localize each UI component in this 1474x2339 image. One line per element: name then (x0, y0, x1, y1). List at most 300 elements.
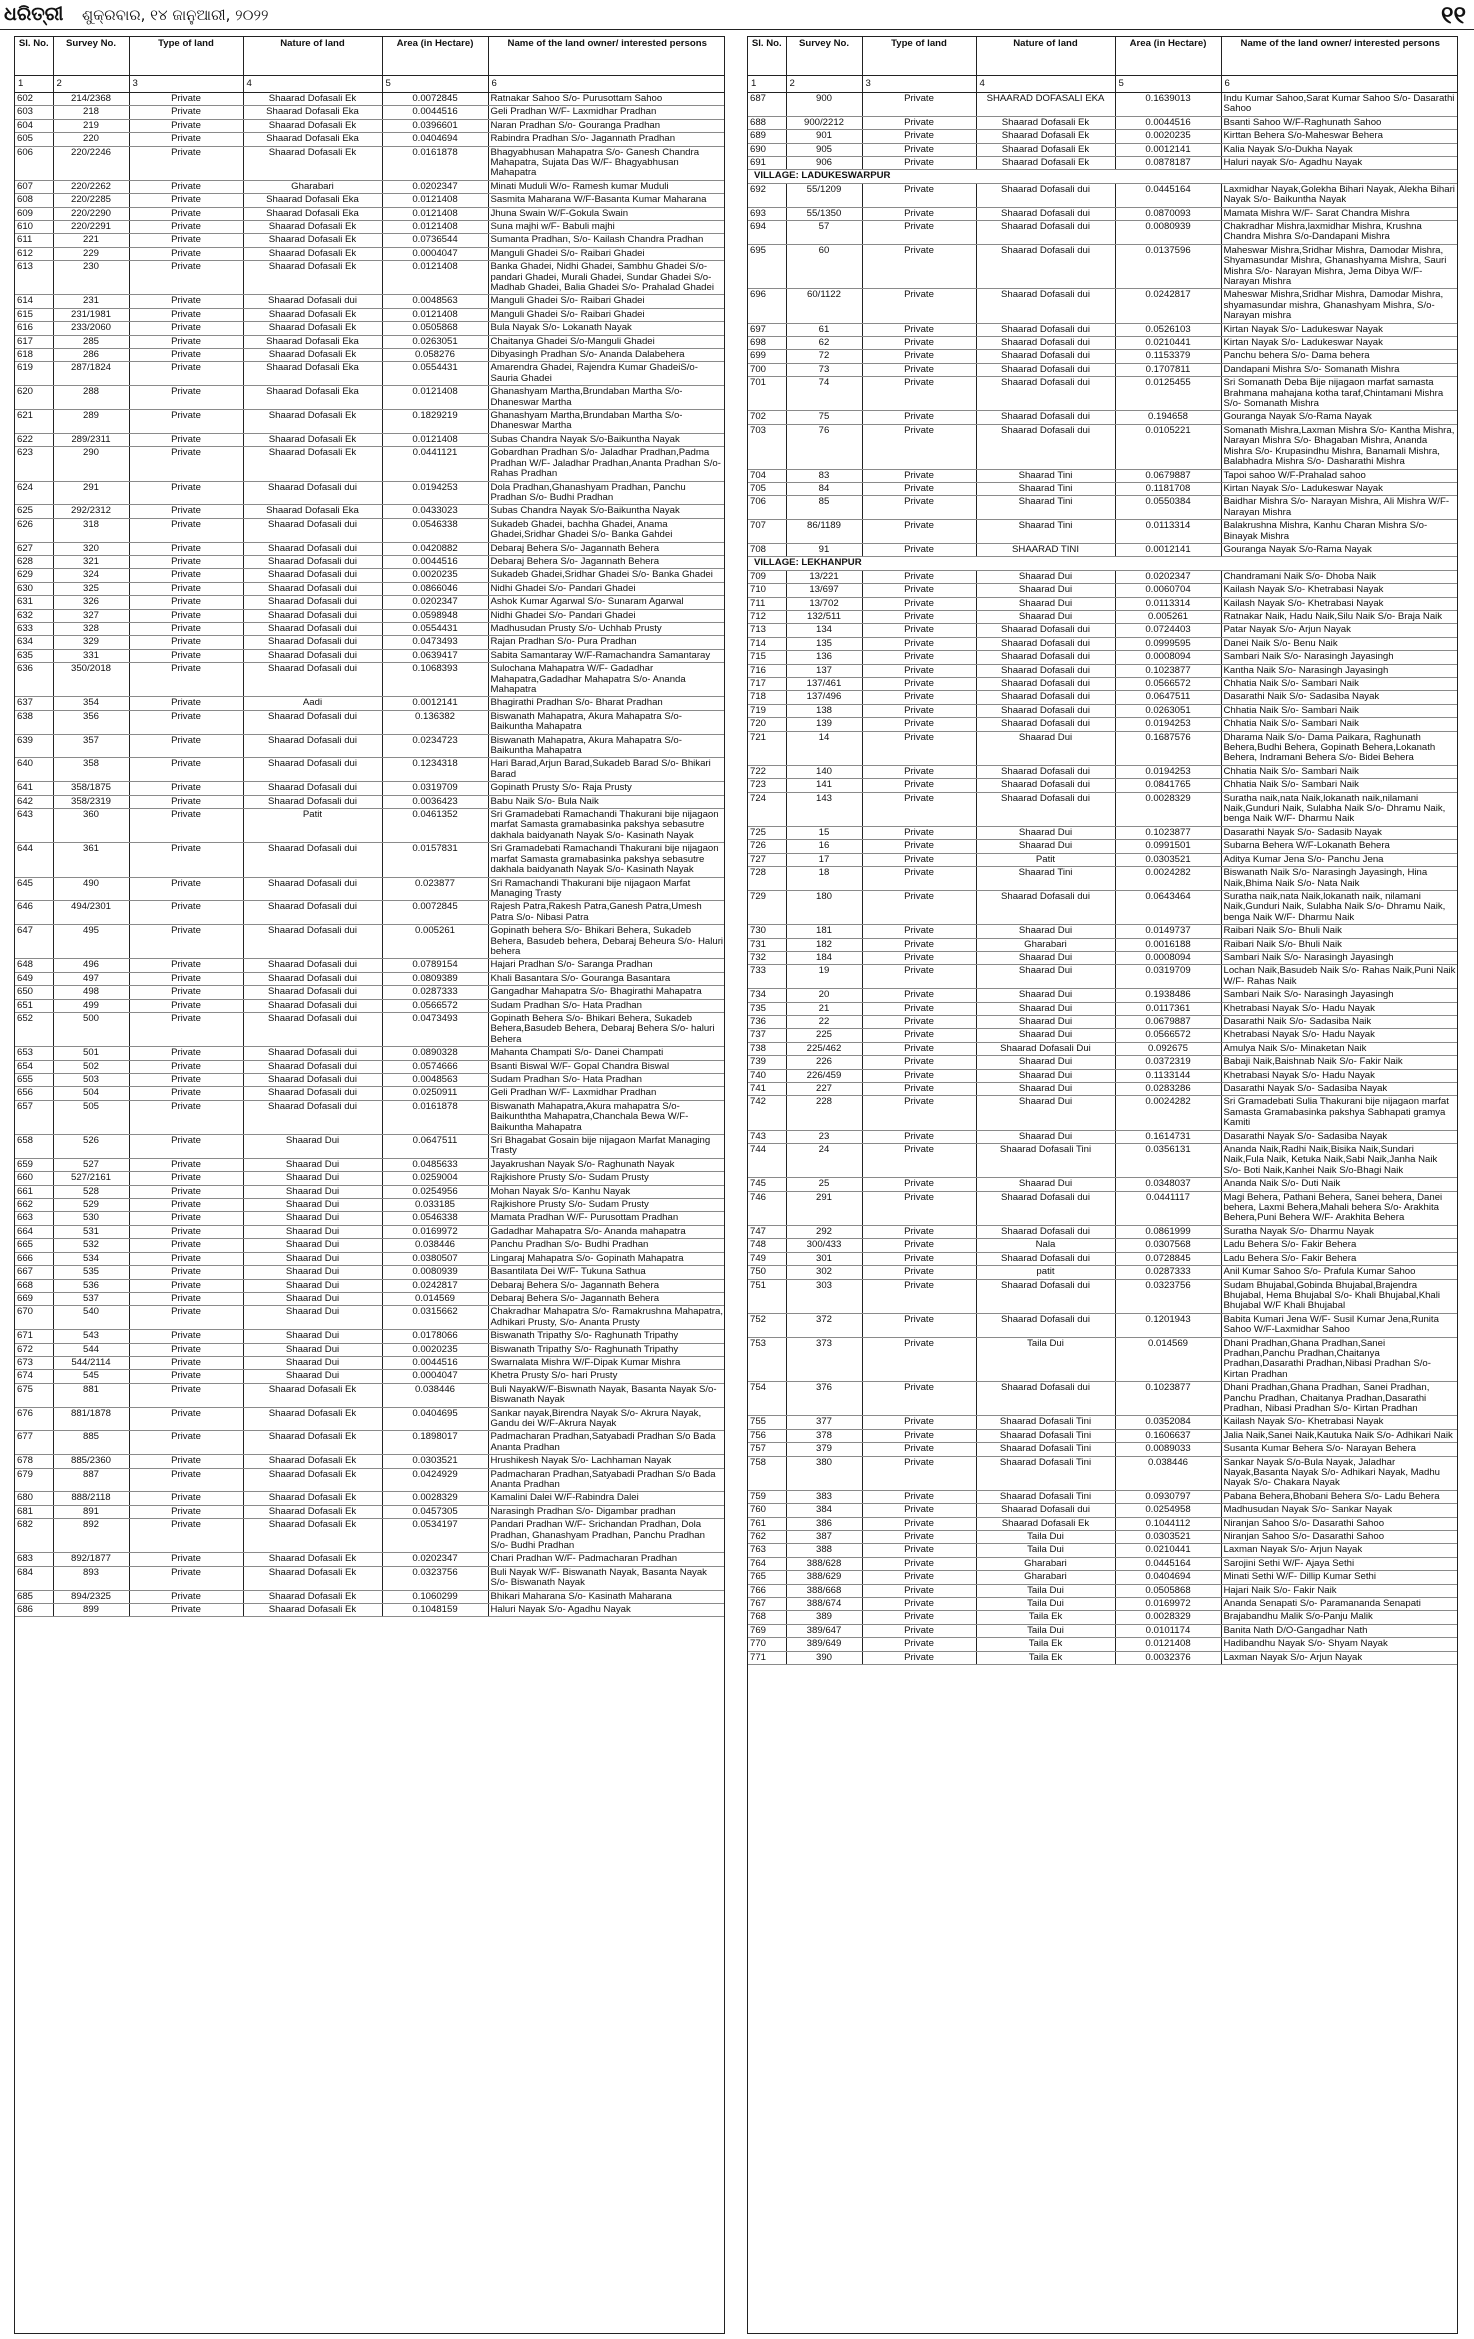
cell-area: 0.0789154 (382, 959, 488, 972)
cell-sl-no: 738 (748, 1042, 786, 1055)
cell-type-of-land: Private (129, 901, 243, 925)
cell-nature-of-land: Shaarad Dofasali dui (976, 651, 1115, 664)
table-row (748, 1130, 1458, 1143)
table-row (15, 261, 725, 295)
cell-survey-no: 91 (786, 543, 862, 556)
cell-sl-no: 732 (748, 951, 786, 964)
cell-type-of-land: Private (129, 1266, 243, 1279)
cell-type-of-land: Private (862, 289, 976, 323)
table-row (748, 779, 1458, 792)
cell-nature-of-land: Shaarad Dofasali Eka (243, 386, 382, 410)
cell-sl-no: 748 (748, 1239, 786, 1252)
cell-sl-no: 723 (748, 779, 786, 792)
cell-owner: Sulochana Mahapatra W/F- Gadadhar Mahapatra,Gadadhar Mahapatra S/o- Ananda Mahapatra (488, 663, 725, 697)
table-row (748, 1416, 1458, 1429)
cell-sl-no: 655 (15, 1074, 53, 1087)
cell-owner: Dasarathi Naik S/o- Sadasiba Nayak (1221, 691, 1458, 704)
cell-area: 0.1023877 (1115, 826, 1221, 839)
cell-survey-no: 229 (53, 247, 129, 260)
cell-area: 0.1938486 (1115, 989, 1221, 1002)
page-number: ୧୧ (1440, 0, 1466, 29)
cell-type-of-land: Private (862, 1651, 976, 1664)
cell-type-of-land: Private (129, 433, 243, 446)
header-number: 5 (1115, 75, 1221, 92)
cell-area: 0.0505868 (382, 322, 488, 335)
cell-type-of-land: Private (862, 1266, 976, 1279)
cell-owner: Sri Bhagabat Gosain bije nijagaon Marfat Managing Trasty (488, 1135, 725, 1159)
table-row (15, 1279, 725, 1292)
cell-survey-no: 13/702 (786, 597, 862, 610)
cell-nature-of-land: SHAARAD TINI (976, 543, 1115, 556)
cell-owner: Sudam Pradhan S/o- Hata Pradhan (488, 999, 725, 1012)
cell-type-of-land: Private (129, 1407, 243, 1431)
table-row (748, 377, 1458, 411)
cell-survey-no: 230 (53, 261, 129, 295)
cell-survey-no: 220/2246 (53, 146, 129, 180)
table-row (15, 447, 725, 481)
cell-survey-no: 350/2018 (53, 663, 129, 697)
cell-sl-no: 684 (15, 1566, 53, 1590)
cell-nature-of-land: Shaarad Dofasali dui (243, 295, 382, 308)
cell-sl-no: 624 (15, 481, 53, 505)
cell-survey-no: 534 (53, 1252, 129, 1265)
cell-survey-no: 325 (53, 582, 129, 595)
cell-survey-no: 543 (53, 1330, 129, 1343)
cell-sl-no: 693 (748, 207, 786, 220)
cell-nature-of-land: Shaarad Dofasali Ek (243, 119, 382, 132)
cell-survey-no: 497 (53, 972, 129, 985)
cell-owner: Ananda Naik S/o- Duti Naik (1221, 1178, 1458, 1191)
cell-survey-no: 75 (786, 411, 862, 424)
cell-owner: Bsanti Biswal W/F- Gopal Chandra Biswal (488, 1060, 725, 1073)
cell-sl-no: 667 (15, 1266, 53, 1279)
cell-nature-of-land: Shaarad Dofasali Ek (243, 1468, 382, 1492)
cell-nature-of-land: Shaarad Dui (243, 1292, 382, 1305)
cell-type-of-land: Private (129, 1306, 243, 1330)
cell-area: 0.0020235 (382, 1343, 488, 1356)
cell-area: 0.005261 (382, 925, 488, 959)
cell-area: 0.092675 (1115, 1042, 1221, 1055)
cell-area: 0.0149737 (1115, 925, 1221, 938)
cell-survey-no: 360 (53, 809, 129, 843)
cell-owner: Niranjan Sahoo S/o- Dasarathi Sahoo (1221, 1531, 1458, 1544)
cell-sl-no: 627 (15, 542, 53, 555)
cell-area: 0.0724403 (1115, 624, 1221, 637)
cell-area: 0.0323756 (382, 1566, 488, 1590)
cell-owner: Ratnakar Sahoo S/o- Purusottam Sahoo (488, 92, 725, 105)
table-row (748, 1517, 1458, 1530)
cell-sl-no: 746 (748, 1191, 786, 1225)
cell-survey-no: 531 (53, 1225, 129, 1238)
header-owner: Name of the land owner/ interested persons (1221, 37, 1458, 75)
cell-area: 0.0044516 (382, 1356, 488, 1369)
cell-type-of-land: Private (862, 92, 976, 116)
table-row (15, 1604, 725, 1617)
cell-area: 0.0024282 (1115, 1096, 1221, 1130)
cell-nature-of-land: Shaarad Dofasali Ek (243, 220, 382, 233)
table-row (15, 1292, 725, 1305)
cell-type-of-land: Private (129, 663, 243, 697)
cell-owner: Balakrushna Mishra, Kanhu Charan Mishra S/o-Binayak Mishra (1221, 520, 1458, 544)
table-row (748, 116, 1458, 129)
table-row (15, 1519, 725, 1553)
cell-area: 0.0263051 (1115, 704, 1221, 717)
cell-owner: Dharama Naik S/o- Dama Paikara, Raghunath Behera,Budhi Behera, Gopinath Behera,Lokanath Behera, Indramani Behera S/o- Bidei Behera (1221, 731, 1458, 765)
cell-nature-of-land: Shaarad Dofasali Ek (976, 1517, 1115, 1530)
cell-survey-no: 13/221 (786, 570, 862, 583)
table-row (15, 809, 725, 843)
table-row (15, 649, 725, 662)
cell-type-of-land: Private (129, 234, 243, 247)
cell-sl-no: 764 (748, 1557, 786, 1570)
cell-area: 0.0121408 (382, 433, 488, 446)
cell-owner: Nidhi Ghadei S/o- Pandari Ghadei (488, 582, 725, 595)
cell-owner: Chhatia Naik S/o- Sambari Naik (1221, 779, 1458, 792)
cell-nature-of-land: Shaarad Dofasali dui (976, 1252, 1115, 1265)
cell-nature-of-land: Shaarad Dofasali dui (976, 1504, 1115, 1517)
table-row (748, 597, 1458, 610)
header-number: 5 (382, 75, 488, 92)
cell-owner: Kirtan Nayak S/o- Ladukeswar Nayak (1221, 337, 1458, 350)
cell-sl-no: 680 (15, 1492, 53, 1505)
table-row (748, 1611, 1458, 1624)
cell-type-of-land: Private (129, 1074, 243, 1087)
cell-owner: Rajesh Patra,Rakesh Patra,Ganesh Patra,Umesh Patra S/o- Nibasi Patra (488, 901, 725, 925)
cell-area: 0.014569 (1115, 1337, 1221, 1382)
cell-type-of-land: Private (862, 965, 976, 989)
table-row (15, 925, 725, 959)
cell-area: 0.0202347 (382, 596, 488, 609)
cell-type-of-land: Private (129, 1590, 243, 1603)
cell-nature-of-land: Shaarad Dofasali Tini (976, 1490, 1115, 1503)
cell-area: 0.0679887 (1115, 469, 1221, 482)
cell-owner: Debaraj Behera S/o- Jagannath Behera (488, 555, 725, 568)
cell-survey-no: 389/647 (786, 1624, 862, 1637)
cell-sl-no: 668 (15, 1279, 53, 1292)
cell-sl-no: 641 (15, 782, 53, 795)
cell-owner: Anil Kumar Sahoo S/o- Prafula Kumar Sahoo (1221, 1266, 1458, 1279)
cell-survey-no: 21 (786, 1002, 862, 1015)
cell-sl-no: 742 (748, 1096, 786, 1130)
cell-survey-no: 328 (53, 622, 129, 635)
cell-type-of-land: Private (129, 295, 243, 308)
cell-type-of-land: Private (862, 482, 976, 495)
table-row (15, 782, 725, 795)
cell-survey-no: 384 (786, 1504, 862, 1517)
cell-owner: Ratnakar Naik, Hadu Naik,Silu Naik S/o- Braja Naik (1221, 610, 1458, 623)
cell-area: 0.0348037 (1115, 1178, 1221, 1191)
table-row (15, 1343, 725, 1356)
table-row (748, 543, 1458, 556)
cell-area: 0.0396601 (382, 119, 488, 132)
cell-owner: Ananda Senapati S/o- Paramananda Senapati (1221, 1598, 1458, 1611)
cell-survey-no: 137 (786, 664, 862, 677)
table-row (748, 482, 1458, 495)
cell-nature-of-land: Shaarad Dui (976, 610, 1115, 623)
cell-type-of-land: Private (129, 1100, 243, 1134)
cell-type-of-land: Private (862, 1504, 976, 1517)
table-row (748, 1069, 1458, 1082)
cell-type-of-land: Private (862, 1456, 976, 1490)
cell-area: 0.0999595 (1115, 637, 1221, 650)
cell-type-of-land: Private (129, 481, 243, 505)
village-heading: VILLAGE: LADUKESWARPUR (748, 170, 1458, 183)
cell-type-of-land: Private (862, 704, 976, 717)
cell-type-of-land: Private (862, 826, 976, 839)
cell-sl-no: 755 (748, 1416, 786, 1429)
cell-area: 0.0202347 (382, 1553, 488, 1566)
table-row (748, 1279, 1458, 1313)
cell-survey-no: 137/461 (786, 678, 862, 691)
cell-sl-no: 691 (748, 156, 786, 169)
cell-sl-no: 753 (748, 1337, 786, 1382)
cell-survey-no: 76 (786, 424, 862, 469)
cell-area: 0.0008094 (1115, 951, 1221, 964)
cell-owner: Laxmidhar Nayak,Golekha Bihari Nayak, Alekha Bihari Nayak S/o- Baikuntha Nayak (1221, 183, 1458, 207)
cell-nature-of-land: Shaarad Dofasali dui (976, 664, 1115, 677)
cell-nature-of-land: Shaarad Dofasali dui (243, 972, 382, 985)
cell-owner: Sri Gramadebati Sulia Thakurani bije nijagaon marfat Samasta Gramabasinka pakshya Sabhapati gramya Kamiti (1221, 1096, 1458, 1130)
cell-sl-no: 736 (748, 1015, 786, 1028)
table-row (748, 143, 1458, 156)
cell-owner: Kalia Nayak S/o-Dukha Nayak (1221, 143, 1458, 156)
cell-area: 0.1044112 (1115, 1517, 1221, 1530)
cell-type-of-land: Private (862, 1611, 976, 1624)
cell-nature-of-land: Shaarad Dui (976, 1002, 1115, 1015)
table-row (15, 1306, 725, 1330)
cell-survey-no: 388/628 (786, 1557, 862, 1570)
cell-nature-of-land: Shaarad Dofasali dui (243, 1060, 382, 1073)
cell-owner: Swarnalata Mishra W/F-Dipak Kumar Mishra (488, 1356, 725, 1369)
cell-sl-no: 744 (748, 1144, 786, 1178)
cell-owner: Pandari Pradhan W/F- Srichandan Pradhan, Dola Pradhan, Ghanashyam Pradhan, Panchu Pradhan S/o- Budhi Pradhan (488, 1519, 725, 1553)
cell-type-of-land: Private (862, 853, 976, 866)
cell-area: 0.0242817 (382, 1279, 488, 1292)
cell-owner: Padmacharan Pradhan,Satyabadi Pradhan S/o Bada Ananta Pradhan (488, 1468, 725, 1492)
cell-owner: Basantilata Dei W/F- Tukuna Sathua (488, 1266, 725, 1279)
cell-type-of-land: Private (862, 597, 976, 610)
table-row (748, 1015, 1458, 1028)
cell-type-of-land: Private (862, 1382, 976, 1416)
table-row (15, 207, 725, 220)
cell-type-of-land: Private (129, 1199, 243, 1212)
cell-survey-no: 498 (53, 986, 129, 999)
cell-survey-no: 225 (786, 1029, 862, 1042)
cell-type-of-land: Private (129, 447, 243, 481)
cell-owner: Gobardhan Pradhan S/o- Jaladhar Pradhan,Padma Pradhan W/F- Jaladhar Pradhan,Ananta Pradhan S/o- Rahas Pradhan (488, 447, 725, 481)
cell-owner: Padmacharan Pradhan,Satyabadi Pradhan S/o Bada Ananta Pradhan (488, 1431, 725, 1455)
cell-area: 0.0137596 (1115, 244, 1221, 289)
cell-owner: Geli Pradhan W/F- Laxmidhar Pradhan (488, 106, 725, 119)
cell-nature-of-land: Shaarad Dui (243, 1266, 382, 1279)
cell-sl-no: 646 (15, 901, 53, 925)
cell-nature-of-land: Shaarad Dofasali Ek (243, 322, 382, 335)
cell-survey-no: 383 (786, 1490, 862, 1503)
cell-type-of-land: Private (129, 596, 243, 609)
cell-sl-no: 727 (748, 853, 786, 866)
cell-survey-no: 881/1878 (53, 1407, 129, 1431)
cell-area: 0.0315662 (382, 1306, 488, 1330)
cell-area: 0.0048563 (382, 295, 488, 308)
cell-survey-no: 888/2118 (53, 1492, 129, 1505)
table-row (748, 792, 1458, 826)
cell-nature-of-land: Shaarad Dui (243, 1330, 382, 1343)
table-row (15, 1239, 725, 1252)
cell-nature-of-land: Shaarad Dofasali Ek (243, 1519, 382, 1553)
cell-type-of-land: Private (862, 890, 976, 924)
cell-sl-no: 649 (15, 972, 53, 985)
cell-survey-no: 528 (53, 1185, 129, 1198)
cell-area: 0.0433023 (382, 505, 488, 518)
cell-type-of-land: Private (129, 119, 243, 132)
cell-sl-no: 607 (15, 180, 53, 193)
cell-sl-no: 689 (748, 130, 786, 143)
cell-nature-of-land: Shaarad Dofasali dui (976, 323, 1115, 336)
cell-sl-no: 681 (15, 1505, 53, 1518)
cell-owner: Ghanashyam Martha,Brundaban Martha S/o- Dhaneswar Martha (488, 410, 725, 434)
cell-survey-no: 378 (786, 1429, 862, 1442)
cell-nature-of-land: Shaarad Tini (976, 482, 1115, 495)
cell-nature-of-land: Shaarad Dofasali dui (976, 363, 1115, 376)
cell-sl-no: 676 (15, 1407, 53, 1431)
cell-nature-of-land: Shaarad Dofasali Ek (243, 1455, 382, 1468)
cell-area: 0.0012141 (1115, 143, 1221, 156)
cell-area: 0.0157831 (382, 843, 488, 877)
cell-area: 0.038446 (1115, 1456, 1221, 1490)
cell-nature-of-land: Shaarad Dofasali dui (976, 718, 1115, 731)
cell-type-of-land: Private (129, 247, 243, 260)
cell-area: 0.1606637 (1115, 1429, 1221, 1442)
table-row (748, 1056, 1458, 1069)
cell-survey-no: 20 (786, 989, 862, 1002)
cell-owner: Hari Barad,Arjun Barad,Sukadeb Barad S/o- Bhikari Barad (488, 758, 725, 782)
table-row (748, 624, 1458, 637)
cell-owner: Sambari Naik S/o- Narasingh Jayasingh (1221, 989, 1458, 1002)
cell-type-of-land: Private (862, 337, 976, 350)
cell-sl-no: 643 (15, 809, 53, 843)
cell-sl-no: 650 (15, 986, 53, 999)
cell-sl-no: 661 (15, 1185, 53, 1198)
table-row (15, 877, 725, 901)
cell-sl-no: 750 (748, 1266, 786, 1279)
cell-type-of-land: Private (862, 1557, 976, 1570)
cell-owner: Chhatia Naik S/o- Sambari Naik (1221, 678, 1458, 691)
table-row (748, 867, 1458, 891)
cell-sl-no: 770 (748, 1638, 786, 1651)
cell-nature-of-land: Taila Ek (976, 1611, 1115, 1624)
cell-owner: Dasarathi Naik S/o- Sadasiba Naik (1221, 1015, 1458, 1028)
cell-area: 0.0016188 (1115, 938, 1221, 951)
cell-type-of-land: Private (129, 1505, 243, 1518)
cell-nature-of-land: Shaarad Dofasali Ek (243, 1590, 382, 1603)
cell-type-of-land: Private (129, 1492, 243, 1505)
cell-sl-no: 663 (15, 1212, 53, 1225)
cell-nature-of-land: Shaarad Dofasali dui (976, 678, 1115, 691)
cell-nature-of-land: Shaarad Dui (976, 826, 1115, 839)
cell-sl-no: 690 (748, 143, 786, 156)
cell-type-of-land: Private (129, 582, 243, 595)
cell-area: 0.0210441 (1115, 1544, 1221, 1557)
cell-owner: Kantha Naik S/o- Narasingh Jayasingh (1221, 664, 1458, 677)
cell-type-of-land: Private (129, 106, 243, 119)
table-row (15, 1172, 725, 1185)
cell-type-of-land: Private (129, 649, 243, 662)
table-row (748, 363, 1458, 376)
cell-sl-no: 766 (748, 1584, 786, 1597)
cell-sl-no: 615 (15, 308, 53, 321)
cell-owner: Ladu Behera S/o- Fakir Behera (1221, 1239, 1458, 1252)
table-row (15, 710, 725, 734)
cell-area: 0.0178066 (382, 1330, 488, 1343)
cell-type-of-land: Private (862, 1069, 976, 1082)
cell-area: 0.0080939 (382, 1266, 488, 1279)
table-row (748, 840, 1458, 853)
cell-area: 0.0319709 (1115, 965, 1221, 989)
cell-survey-no: 545 (53, 1370, 129, 1383)
cell-sl-no: 696 (748, 289, 786, 323)
cell-owner: Chhatia Naik S/o- Sambari Naik (1221, 718, 1458, 731)
cell-sl-no: 754 (748, 1382, 786, 1416)
table-row (748, 1178, 1458, 1191)
cell-survey-no: 13/697 (786, 584, 862, 597)
cell-owner: Hajari Naik S/o- Fakir Naik (1221, 1584, 1458, 1597)
cell-area: 0.0809389 (382, 972, 488, 985)
cell-nature-of-land: Shaarad Dofasali Ek (243, 1566, 382, 1590)
table-row (748, 1490, 1458, 1503)
table-number-row (15, 75, 725, 92)
cell-owner: Chaitanya Ghadei S/o-Manguli Ghadei (488, 335, 725, 348)
cell-nature-of-land: Shaarad Dofasali dui (243, 843, 382, 877)
cell-owner: Mamata Mishra W/F- Sarat Chandra Mishra (1221, 207, 1458, 220)
cell-owner: Hrushikesh Nayak S/o- Lachhaman Nayak (488, 1455, 725, 1468)
cell-area: 0.0194253 (1115, 765, 1221, 778)
header-survey-no: Survey No. (53, 37, 129, 75)
cell-owner: Kirtan Nayak S/o- Ladukeswar Nayak (1221, 482, 1458, 495)
cell-area: 0.1068393 (382, 663, 488, 697)
cell-owner: Haluri Nayak S/o- Agadhu Nayak (488, 1604, 725, 1617)
cell-nature-of-land: Shaarad Dofasali dui (976, 704, 1115, 717)
cell-area: 0.0254958 (1115, 1504, 1221, 1517)
cell-sl-no: 642 (15, 795, 53, 808)
cell-owner: Babaji Naik,Baishnab Naik S/o- Fakir Naik (1221, 1056, 1458, 1069)
cell-owner: Chari Pradhan W/F- Padmacharan Pradhan (488, 1553, 725, 1566)
table-row (15, 901, 725, 925)
cell-type-of-land: Private (862, 664, 976, 677)
cell-survey-no: 291 (786, 1191, 862, 1225)
cell-nature-of-land: Shaarad Dofasali dui (976, 1279, 1115, 1313)
cell-survey-no: 373 (786, 1337, 862, 1382)
table-row (15, 569, 725, 582)
cell-sl-no: 763 (748, 1544, 786, 1557)
cell-survey-no: 24 (786, 1144, 862, 1178)
cell-nature-of-land: Shaarad Dui (976, 989, 1115, 1002)
cell-survey-no: 892 (53, 1519, 129, 1553)
cell-type-of-land: Private (862, 116, 976, 129)
cell-sl-no: 678 (15, 1455, 53, 1468)
cell-survey-no: 55/1209 (786, 183, 862, 207)
cell-survey-no: 893 (53, 1566, 129, 1590)
cell-type-of-land: Private (129, 1370, 243, 1383)
table-row (15, 1087, 725, 1100)
table-row (748, 207, 1458, 220)
cell-nature-of-land: Shaarad Dofasali Ek (976, 130, 1115, 143)
header-sl-no: Sl. No. (748, 37, 786, 75)
table-row (15, 1407, 725, 1431)
cell-area: 0.005261 (1115, 610, 1221, 623)
cell-owner: Gouranga Nayak S/o-Rama Nayak (1221, 411, 1458, 424)
table-row (15, 119, 725, 132)
cell-sl-no: 608 (15, 194, 53, 207)
